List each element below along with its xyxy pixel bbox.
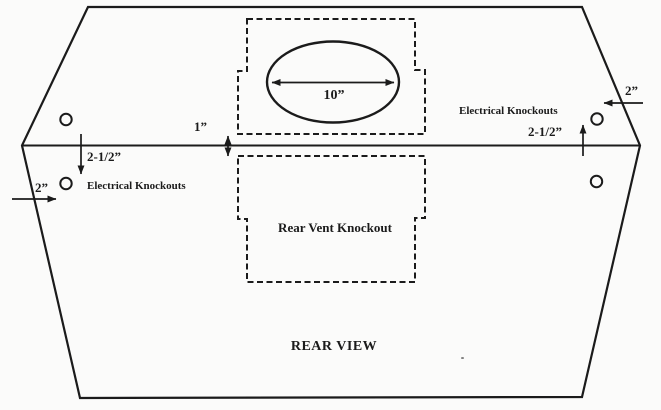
electrical-knockout-hole-lower-right	[591, 176, 602, 187]
electrical-knockout-hole-upper-left	[60, 114, 71, 125]
scan-speck	[461, 357, 464, 359]
left-edge-offset-label: 2”	[35, 180, 48, 195]
right-edge-offset-label: 2”	[625, 83, 638, 98]
left-seam-offset-label: 2-1/2”	[87, 149, 121, 164]
rear-vent-knockout-outline	[238, 156, 425, 282]
top-vent-knockout-outline	[238, 19, 425, 134]
left-electrical-knockouts-label: Electrical Knockouts	[87, 180, 186, 192]
electrical-knockout-hole-upper-right	[591, 113, 602, 124]
panel-gap-label: 1”	[194, 119, 207, 134]
duct-width-label: 10”	[323, 88, 345, 103]
right-electrical-knockouts-label: Electrical Knockouts	[459, 105, 558, 117]
right-seam-offset-label: 2-1/2”	[528, 124, 562, 139]
rear-vent-knockout-label: Rear Vent Knockout	[278, 220, 392, 235]
diagram-title: REAR VIEW	[290, 339, 378, 354]
electrical-knockout-hole-lower-left	[60, 178, 71, 189]
